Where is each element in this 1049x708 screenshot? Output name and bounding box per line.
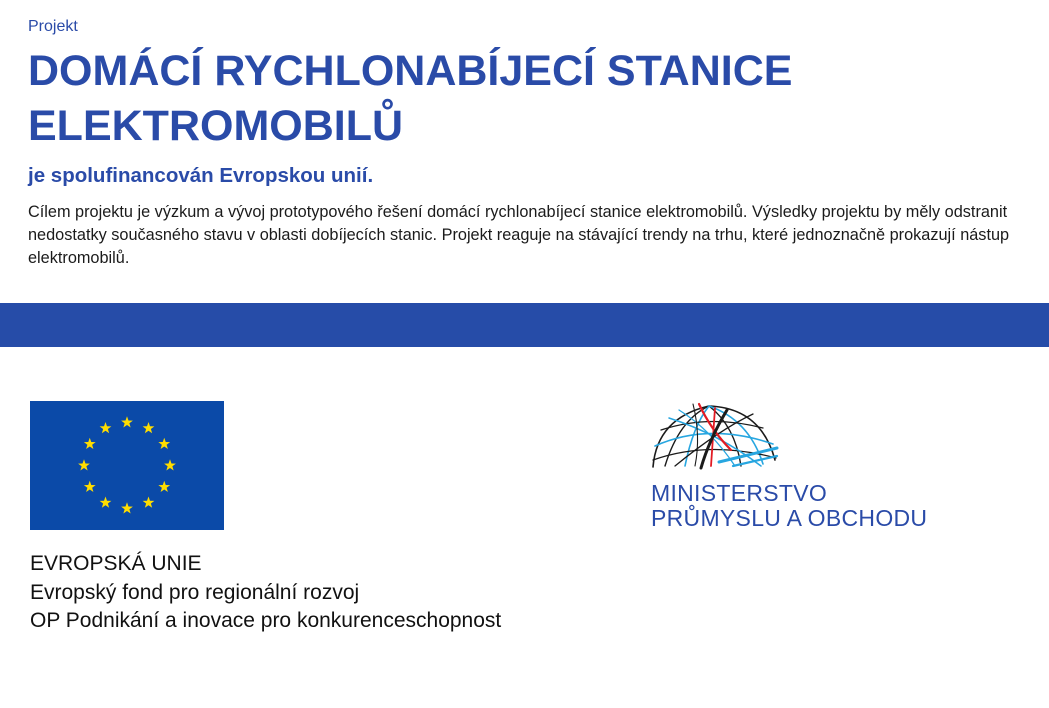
blue-divider-band bbox=[0, 303, 1049, 347]
ministry-name-block bbox=[651, 481, 927, 530]
globe-logo-icon bbox=[649, 400, 779, 470]
ministry-name-line-1: MINISTERSTVO bbox=[651, 480, 828, 506]
eu-flag-icon bbox=[30, 401, 224, 530]
eu-name: EVROPSKÁ UNIE bbox=[30, 552, 202, 575]
project-description: Cílem projektu je výzkum a vývoj prototypového řešení domácí rychlonabíjecí stanice elektromobilů. Výsledky projektu by měly odstranit nedostatky současného stavu v oblasti dobíjecích stanic. Projekt reaguje na stávající trendy na trhu, které jednoznačně prokazují nástup elektromobilů. bbox=[28, 203, 1010, 267]
eu-fund-name: Evropský fond pro regionální rozvoj bbox=[30, 580, 360, 604]
eu-programme-name: OP Podnikání a inovace pro konkurenceschopnost bbox=[30, 609, 502, 632]
project-title: DOMÁCÍ RYCHLONABÍJECÍ STANICE ELEKTROMOBILŮ bbox=[28, 47, 793, 150]
project-kicker: Projekt bbox=[28, 18, 78, 35]
eu-text-block bbox=[30, 550, 501, 636]
ministry-name-line-2: PRŮMYSLU A OBCHODU bbox=[651, 504, 928, 531]
cofinanced-subtitle: je spolufinancován Evropskou unií. bbox=[28, 164, 374, 187]
